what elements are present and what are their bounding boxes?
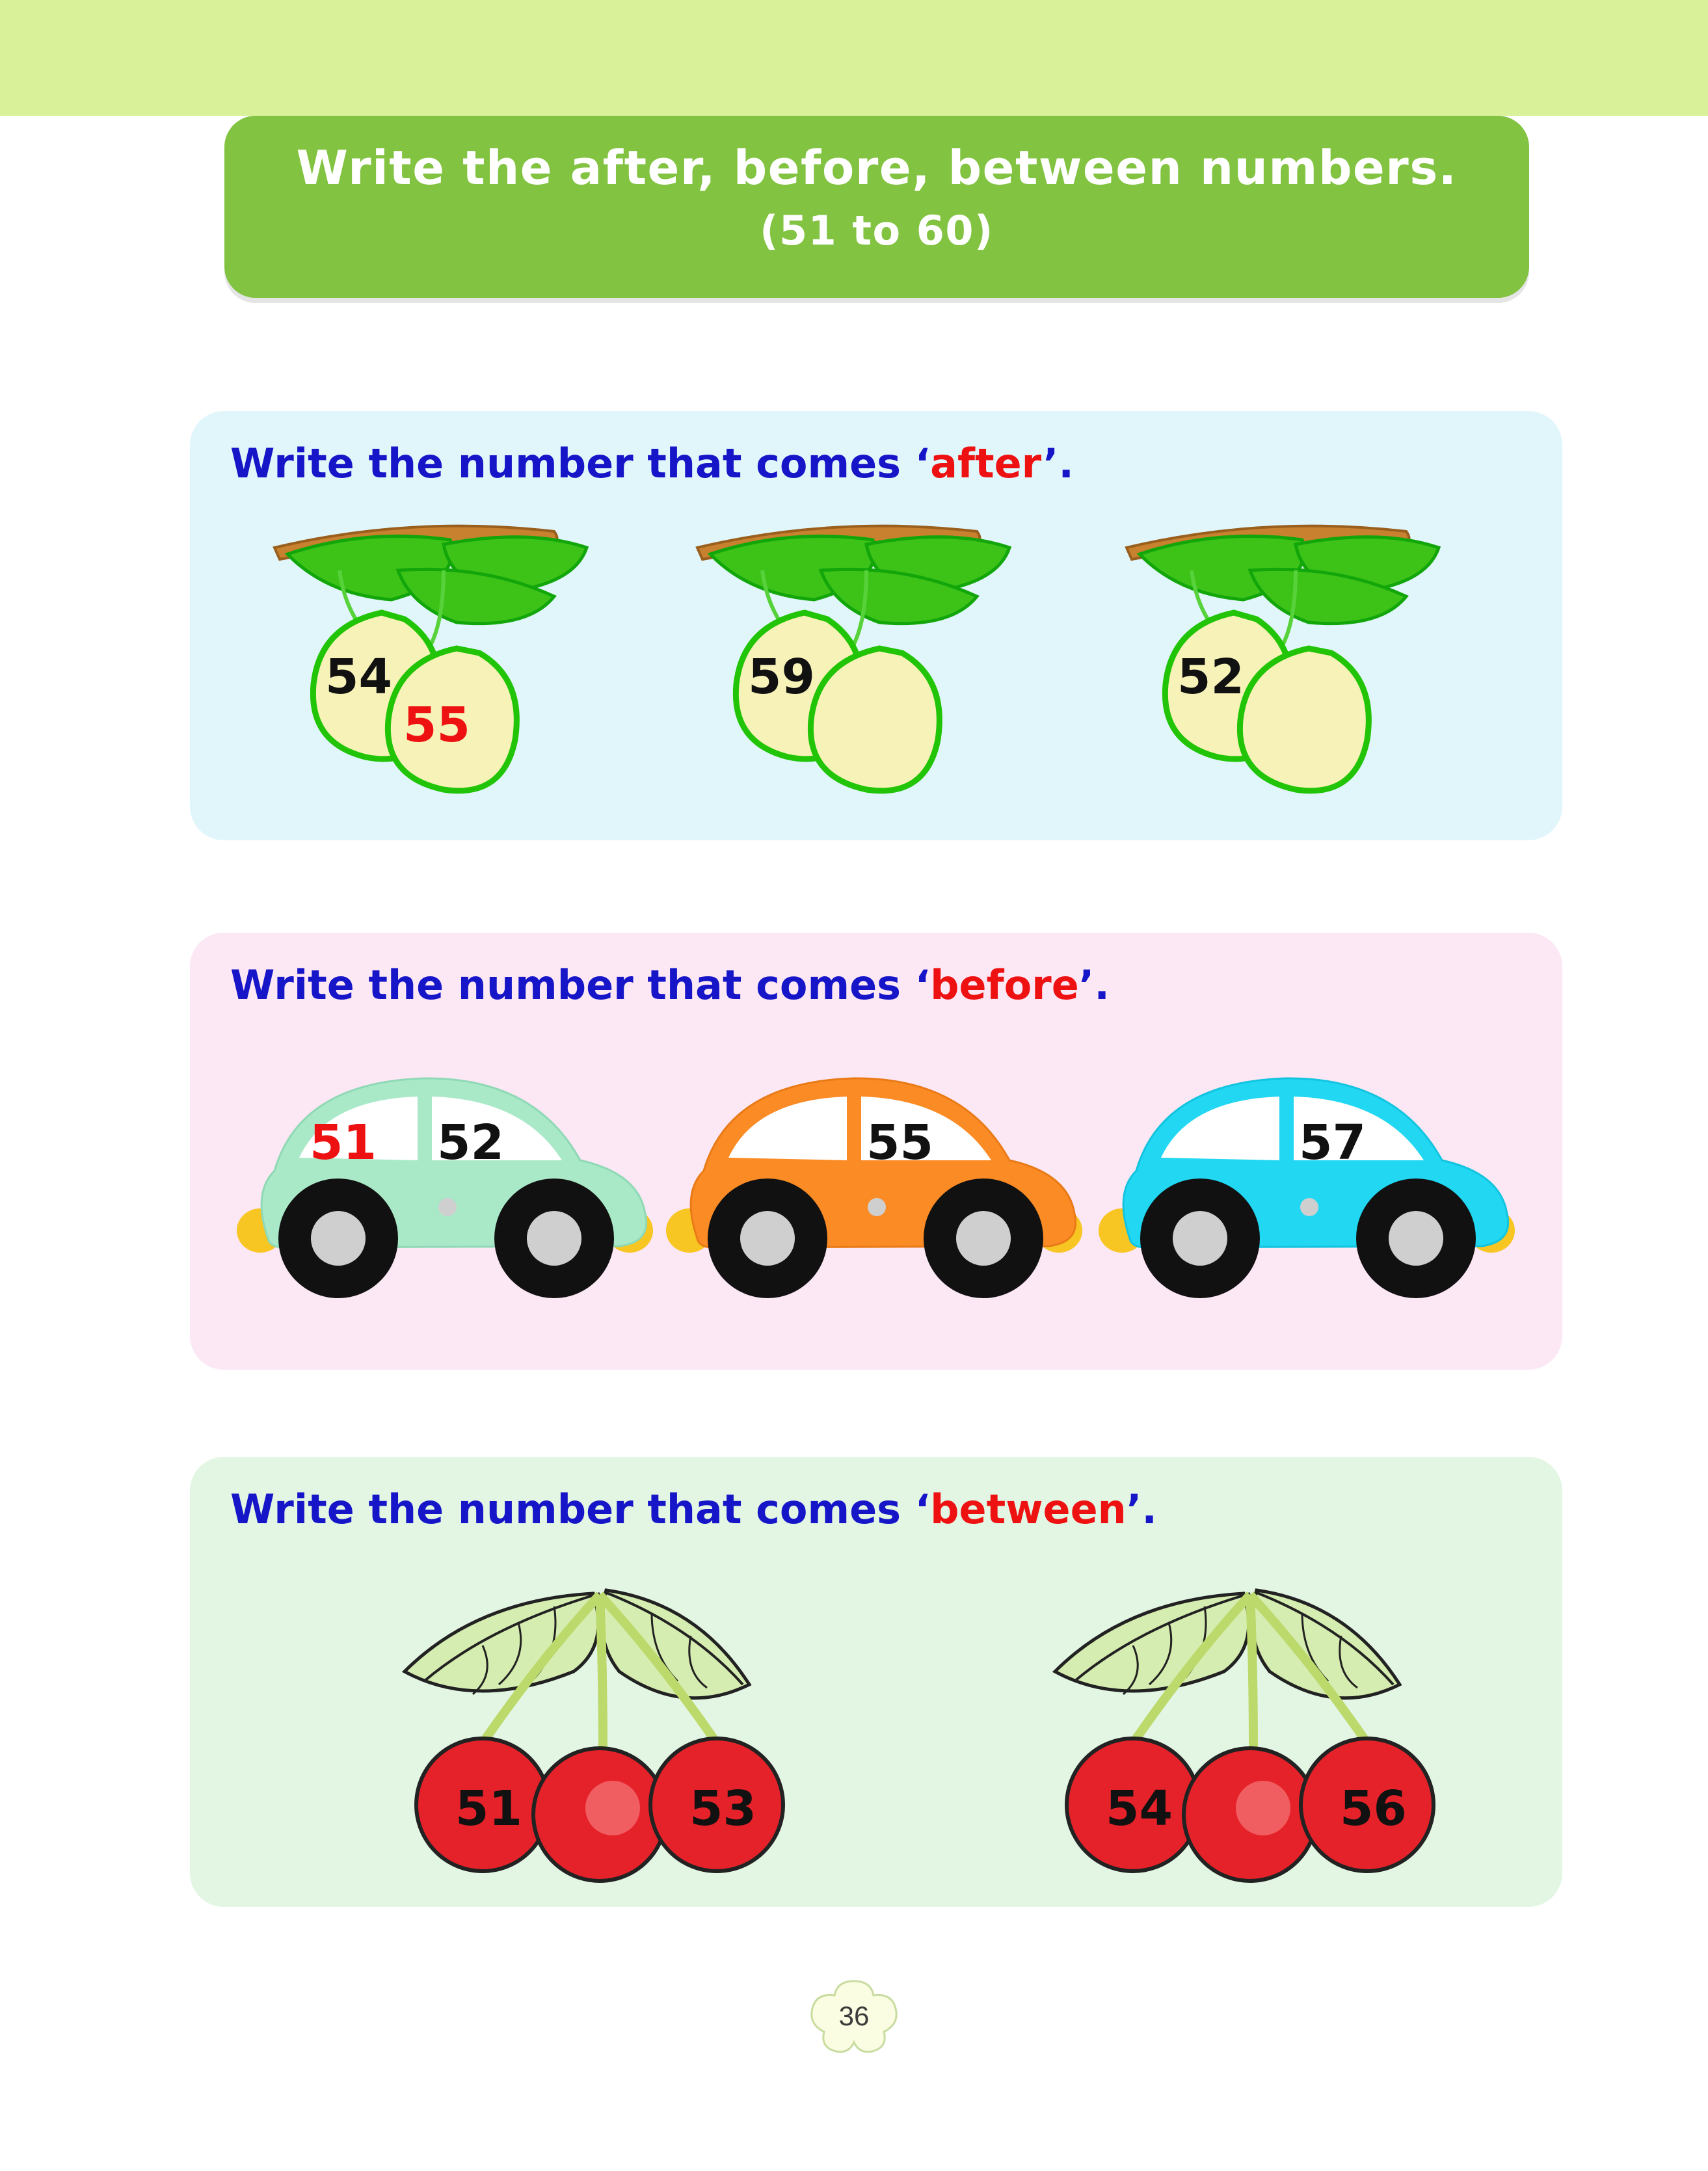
mango-given-number-1: 54	[325, 649, 392, 705]
car-given-number-3: 57	[1299, 1115, 1366, 1171]
cherry-illustration	[379, 1554, 860, 1919]
section-after	[190, 411, 1562, 840]
instruction-between-text: Write the number that comes	[230, 1485, 915, 1533]
instruction-between	[230, 1485, 1157, 1533]
car-illustration	[229, 1043, 658, 1316]
page-title-plate	[224, 116, 1529, 298]
page-title-line1: Write the after, before, between numbers.	[296, 140, 1458, 195]
car-group-2	[658, 1043, 1088, 1316]
instruction-after	[230, 440, 1074, 487]
instruction-before	[230, 961, 1110, 1009]
car-group-1	[229, 1043, 658, 1316]
page-title-line2: (51 to 60)	[760, 207, 994, 254]
mango-group-3	[1101, 509, 1504, 795]
quote-open: ‘	[914, 1485, 931, 1533]
quote-open: ‘	[914, 961, 931, 1009]
cherry-right-number-2: 56	[1340, 1781, 1407, 1837]
top-decorative-band	[0, 0, 1708, 116]
car-illustration	[658, 1043, 1088, 1316]
mango-group-1	[248, 509, 652, 795]
instruction-keyword-after: after	[930, 440, 1043, 487]
instruction-after-text: Write the number that comes	[230, 440, 915, 487]
cherry-left-number-2: 54	[1106, 1781, 1173, 1837]
quote-close: ’.	[1043, 440, 1074, 487]
cherry-left-number-1: 51	[455, 1781, 522, 1837]
car-given-number-2: 55	[866, 1115, 933, 1171]
cherry-group-2	[1029, 1554, 1510, 1919]
mango-illustration	[1101, 509, 1504, 795]
car-answer-number-1[interactable]: 51	[310, 1115, 377, 1171]
page-number-badge	[808, 1977, 900, 2055]
cherry-illustration	[1029, 1554, 1510, 1919]
page-number: 36	[838, 2001, 870, 2031]
mango-given-number-3: 52	[1177, 649, 1244, 705]
cherry-group-1	[379, 1554, 860, 1919]
top-band-inner	[0, 0, 1708, 116]
instruction-keyword-between: between	[930, 1485, 1127, 1533]
car-group-3	[1091, 1043, 1520, 1316]
mango-given-number-2: 59	[748, 649, 815, 705]
mango-illustration	[671, 509, 1074, 795]
mango-group-2	[671, 509, 1074, 795]
section-before	[190, 933, 1562, 1370]
quote-open: ‘	[914, 440, 931, 487]
car-given-number-1: 52	[437, 1115, 504, 1171]
quote-close: ’.	[1078, 961, 1110, 1009]
mango-answer-number-1[interactable]: 55	[403, 697, 470, 753]
instruction-before-text: Write the number that comes	[230, 961, 915, 1009]
instruction-keyword-before: before	[930, 961, 1079, 1009]
cherry-right-number-1: 53	[689, 1781, 756, 1837]
quote-close: ’.	[1126, 1485, 1157, 1533]
section-between	[190, 1457, 1562, 1907]
car-illustration	[1091, 1043, 1520, 1316]
